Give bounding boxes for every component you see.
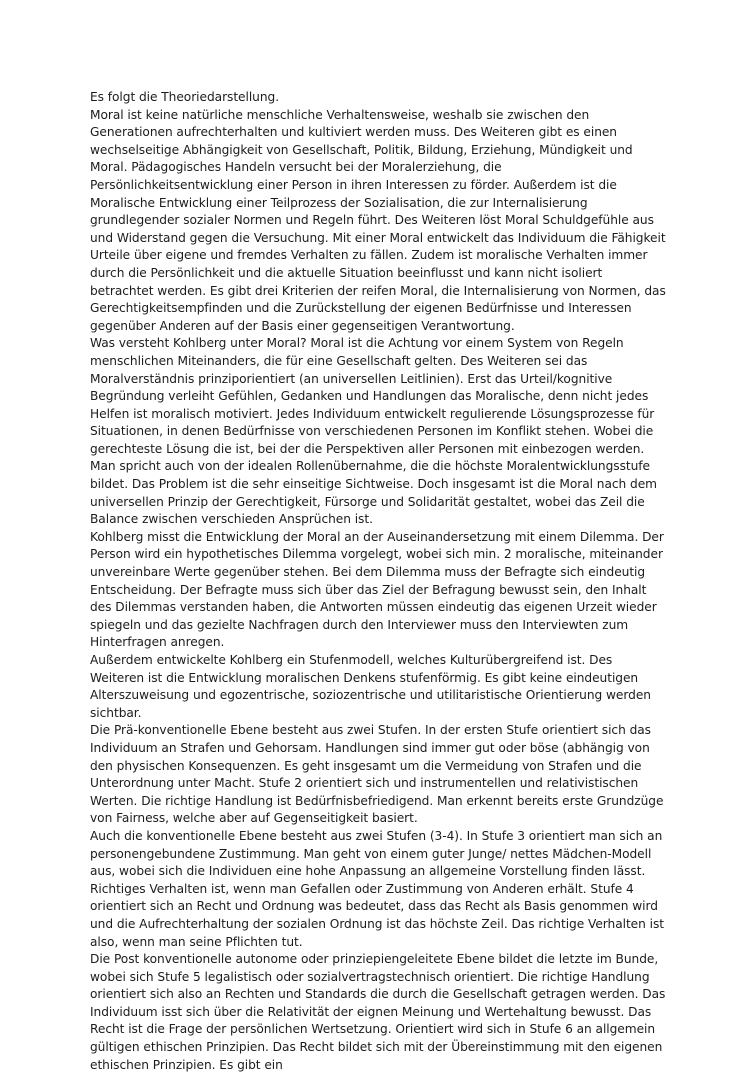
paragraph-preconventional: Die Prä-konventionelle Ebene besteht aus zwei Stufen. In der ersten Stufe orientiert sich das Individuum an Strafen und Gehorsam. Handlungen sind immer gut oder böse (abhängig von den physischen Konsequenzen. Es geht insgesamt um die Vermeidung von Strafen und die Unterordnung unter Macht. Stufe 2 orientiert sich und instrumentellen und relativistischen Werten. Die richtige Handlung ist Bedürfnisbefriedigend. Man erkennt bereits erste Grundzüge von Fairness, welche aber auf Gegenseitigkeit basiert. — [90, 723, 664, 826]
paragraph-kohlberg-moral: Was versteht Kohlberg unter Moral? Moral ist die Achtung vor einem System von Regeln menschlichen Miteinanders, die für eine Gesellschaft gelten. Des Weiteren sei das Moralverständnis prinziporientiert (an universellen Leitlinien). Erst das Urteil/kognitive Begründung verleiht Gefühlen, Gedanken und Handlungen das Moralische, denn nicht jedes Helfen ist moralisch motiviert. Jedes Individuum entwickelt regulierende Lösungsprozesse für Situationen, in denen Bedürfnisse von verschiedenen Personen im Konflikt stehen. Wobei die gerechteste Lösung die ist, bei der die Perspektiven aller Personen mit einbezogen werden. Man spricht auch von der idealen Rollenübernahme, die die höchste Moralentwicklungsstufe bildet. Das Problem ist die sehr einseitige Sichtweise. Doch insgesamt ist die Moral nach dem universellen Prinzip der Gerechtigkeit, Fürsorge und Solidarität gestaltet, wobei das Zeil die Balance zwischen verschieden Ansprüchen ist. — [90, 336, 657, 527]
paragraph-moral-definition: Moral ist keine natürliche menschliche Verhaltensweise, weshalb sie zwischen den Generationen aufrechterhalten und kultiviert werden muss. Des Weiteren gibt es einen wechselseitige Abhängigkeit von Gesellschaft, Politik, Bildung, Erziehung, Mündigkeit und Moral. Pädagogisches Handeln versucht bei der Moralerziehung, die Persönlichkeitsentwicklung einer Person in ihren Interessen zu förder. Außerdem ist die Moralische Entwicklung einer Teilprozess der Sozialisation, die zur Internalisierung grundlegender sozialer Normen und Regeln führt. Des Weiteren löst Moral Schuldgefühle aus und Widerstand gegen die Versuchung. Mit einer Moral entwickelt das Individuum die Fähigkeit Urteile über eigene und fremdes Verhalten zu fällen. Zudem ist moralische Verhalten immer durch die Persönlichkeit und die aktuelle Situation beeinflusst und kann nicht isoliert betrachtet werden. Es gibt drei Kriterien der reifen Moral, die Internalisierung von Normen, das Gerechtigkeitsempfinden und die Zurückstellung der eigenen Bedürfnisse und Interessen gegenüber Anderen auf der Basis einer gegenseitigen Verantwortung. — [90, 107, 666, 333]
paragraph-stage-model: Außerdem entwickelte Kohlberg ein Stufenmodell, welches Kulturübergreifend ist. Des Weiteren ist die Entwicklung moralischen Denkens stufenförmig. Es gibt keine eindeutigen Alterszuweisung und egozentrische, soziozentrische und utilitaristische Orientierung werden sichtbar. — [90, 653, 651, 720]
paragraph-conventional: Auch die konventionelle Ebene besteht aus zwei Stufen (3-4). In Stufe 3 orientiert man sich an personengebundene Zustimmung. Man geht von einem guter Junge/ nettes Mädchen-Modell aus, wobei sich die Individuen eine hohe Anpassung an allgemeine Vorstellung finden lässt. Richtiges Verhalten ist, wenn man Gefallen oder Zustimmung von Anderen erhält. Stufe 4 orientiert sich an Recht und Ordnung was bedeutet, dass das Recht als Basis genommen wird und die Aufrechterhaltung der sozialen Ordnung ist das höchste Zeil. Das richtige Verhalten ist also, wenn man seine Pflichten tut. — [90, 828, 664, 949]
paragraph-postconventional: Die Post konventionelle autonome oder prinziepiengeleitete Ebene bildet die letzte im Bunde, wobei sich Stufe 5 legalistisch oder sozialvertragstechnisch orientiert. Die richtige Handlung orientiert sich also an Rechten und Standards die durch die Gesellschaft getragen werden. Das Individuum isst sich über die Relativität der eignen Meinung und Wertehaltung bewusst. Das Recht ist die Frage der persönlichen Wertsetzung. Orientiert wird sich in Stufe 6 an allgemein gültigen ethischen Prinzipien. Das Recht bildet sich mit der Übereinstimmung mit den eigenen ethischen Prinzipien. Es gibt ein — [90, 952, 666, 1072]
intro-line: Es folgt die Theoriedarstellung. — [90, 90, 280, 104]
paragraph-dilemma: Kohlberg misst die Entwicklung der Moral an der Auseinandersetzung mit einem Dilemma. Der Person wird ein hypothetisches Dilemma vorgelegt, wobei sich min. 2 moralische, miteinander unvereinbare Werte gegenüber stehen. Bei dem Dilemma muss der Befragte sich eindeutig Entscheidung. Der Befragte muss sich über das Ziel der Befragung bewusst sein, den Inhalt des Dilemmas verstanden haben, die Antworten müssen eindeutig das eigenen Urzeit wieder spiegeln und das gezielte Nachfragen durch den Interviewer muss den Interviewten zum Hinterfragen anregen. — [90, 529, 664, 650]
document-page — [90, 89, 668, 1074]
